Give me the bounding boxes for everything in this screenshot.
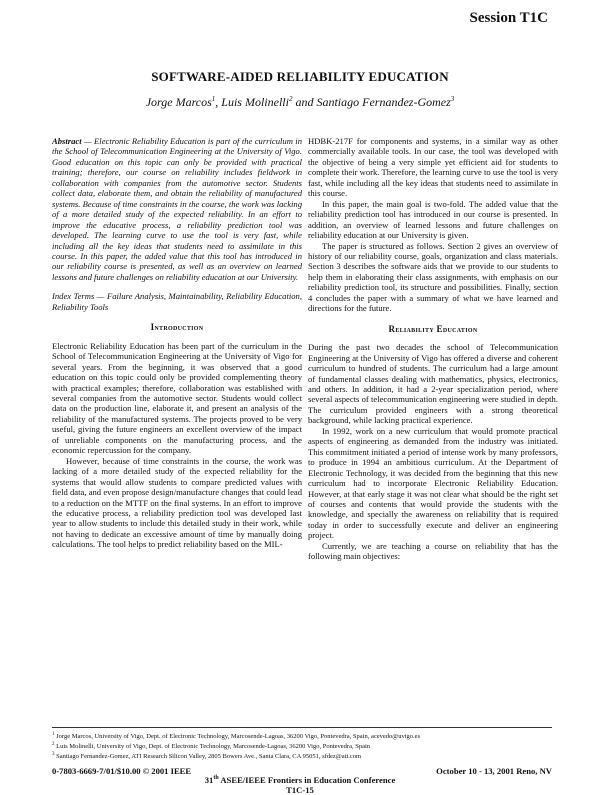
footnote-text: Luis Molinelli, University of Vigo, Dept. of Electronic Technology, Marcosende-Lagoas, 36200 Vigo, Pontevedra, Spain	[54, 743, 371, 751]
intro-continuation-paragraph: HDBK-217F for components and systems, in a similar way as other commercially available tools. In our case, the tool was developed with the objective of being a very simple yet efficient aid for students to complete their work. Therefore, the learning curve to use the tool is very fast, while including all the key ideas that students need to assimilate in this course.	[308, 136, 558, 199]
left-column	[52, 136, 302, 550]
session-label: Session T1C	[469, 10, 548, 26]
conference-ordinal: th	[213, 775, 219, 782]
author-list	[0, 95, 600, 110]
reliability-paragraph: In 1992, work on a new curriculum that would promote practical aspects of engineering as demanded from the industry was initiated. This commitment initiated a period of intense work by many professors, to produce in 1994 an ambitious curriculum. At the Department of Electronic Technology, it was decided from the beginning that this new curriculum had to incorporate Electronic Reliability Education. However, at that early stage it was not clear what should be the right set of courses and contents that would provide the students with the knowledge, and specially the awareness on reliability that is required today in order to successfully execute and deliver an engineering project.	[308, 425, 558, 541]
section-heading-reliability-education: Reliability Education	[388, 323, 478, 334]
conference-number: 31	[204, 775, 214, 785]
author-separator: ,	[215, 95, 222, 109]
right-column	[308, 136, 558, 562]
abstract-text: — Electronic Reliability Education is part of the curriculum in the School of Telecommunication Engineering at the University of Vigo. Good education on this topic can only be provided with practical training; therefore, our course on reliability includes fieldwork in collaboration with companies from the automotive sector. Students collect data, elaborate them, and obtain the reliability of manufactured systems. Because of time constraints in the course, the work was lacking of a more detailed study of the expected reliability. In an effort to improve the educative process, a reliability prediction tool was developed. The learning curve to use the tool is very fast, while including all the key ideas that students need to assimilate in this course. In this paper, the added value that this tool has introduced in our reliability course is presented, as well as an overview on learned lessons and future challenges on reliability education at our University.	[52, 136, 302, 282]
author-1: Jorge Marcos	[145, 95, 212, 109]
footer-isbn: 0-7803-6669-7/01/$10.00 © 2001 IEEE	[52, 766, 192, 776]
author-2: Luis Molinelli	[221, 95, 289, 109]
section-heading-introduction: Introduction	[150, 322, 204, 333]
conference-name: ASEE/IEEE Frontiers in Education Conference	[218, 775, 396, 785]
author-separator: and	[292, 95, 317, 109]
author-2-mark: 2	[288, 95, 293, 103]
footnote-mark: 2	[52, 742, 55, 748]
intro-paragraph: Electronic Reliability Education has been part of the curriculum in the School of Telecommunication Engineering at the University of Vigo for several years. From the beginning, it was observed that a good education on this topic could only be provided complementing theory with practical examples; therefore, collaboration was established with several companies from the automotive sector. Students would collect data on the production line, elaborate it, and present an analysis of the reliability of the manufactured systems. The projects proved to be very useful, giving the future engineers an excellent overview of the impact of unreliable components on the manufacturing process, and the economic repercussion for the company.	[52, 340, 302, 456]
page-number: T1C-15	[286, 785, 314, 795]
intro-continuation-paragraph: The paper is structured as follows. Section 2 gives an overview of history of our reliability course, goals, organization and class materials. Section 3 describes the software aids that we provide to our students to help them in elaborating their class assignments, with emphasis on our reliability prediction tool, its structure and possibilities. Finally, section 4 concludes the paper with a summary of what we have learned and directions for the future.	[308, 240, 558, 314]
footnote	[52, 741, 552, 751]
abstract	[52, 136, 302, 282]
author-3: Santiago Fernandez-Gomez	[316, 95, 451, 109]
paper-title: SOFTWARE-AIDED RELIABILITY EDUCATION	[151, 69, 449, 84]
intro-continuation-paragraph: In this paper, the main goal is two-fold. The added value that the reliability prediction tool has introduced in our course is presented. In addition, an overview of learned lessons and future challenges on reliability education at our University is given.	[308, 198, 558, 241]
abstract-label: Abstract	[52, 136, 82, 146]
footnote	[52, 731, 552, 741]
index-terms: Index Terms — Failure Analysis, Maintainability, Reliability Education, Reliability Tools	[52, 291, 302, 312]
intro-paragraph: However, because of time constraints in the course, the work was lacking of a more detailed study of the expected reliability for the systems that would allow students to compare predicted values with field data, and even propose design/manufacture changes that could lead to a reduction on the MTTF on the final systems. In an effort to improve the educative process, a reliability prediction tool was developed last year to allow students to include this detailed study in their work, while not having to dedicate an excessive amount of time by manually doing calculations. The tool helps to predict reliability based on the MIL-	[52, 455, 302, 550]
footnote-mark: 1	[52, 732, 55, 737]
author-1-mark: 1	[211, 95, 216, 103]
footer-conference	[0, 775, 600, 785]
author-3-mark: 3	[450, 95, 455, 103]
reliability-paragraph: During the past two decades the school of Telecommunication Engineering at the University of Vigo has offered a diverse and coherent curriculum to hundred of students. The curriculum had a large amount of fundamental classes dealing with mathematics, physics, electronics, and others. In addition, it had a 2-year specialization period, where several aspects of telecommunication engineering were studied in depth. The curriculum provided engineers with a strong theoretical background, while lacking practical experience.	[308, 342, 558, 426]
footnote-text: Santiago Fernandez-Gomez, ATI Research Silicon Valley, 2805 Bowers Ave., Santa Clara, CA 95051, sfdez@ati.com	[54, 753, 362, 761]
footnote-text: Jorge Marcos, University of Vigo, Dept. of Electronic Technology, Marcosende-Lagoas, 36200 Vigo, Pontevedra, Spain, acevedo@uvigo.es	[54, 733, 421, 741]
footer-date: October 10 - 13, 2001 Reno, NV	[436, 766, 552, 776]
footnotes	[52, 727, 552, 761]
footnote	[52, 751, 552, 761]
footnote-mark: 3	[52, 752, 55, 758]
reliability-paragraph: Currently, we are teaching a course on reliability that has the following main objectives:	[308, 540, 558, 562]
